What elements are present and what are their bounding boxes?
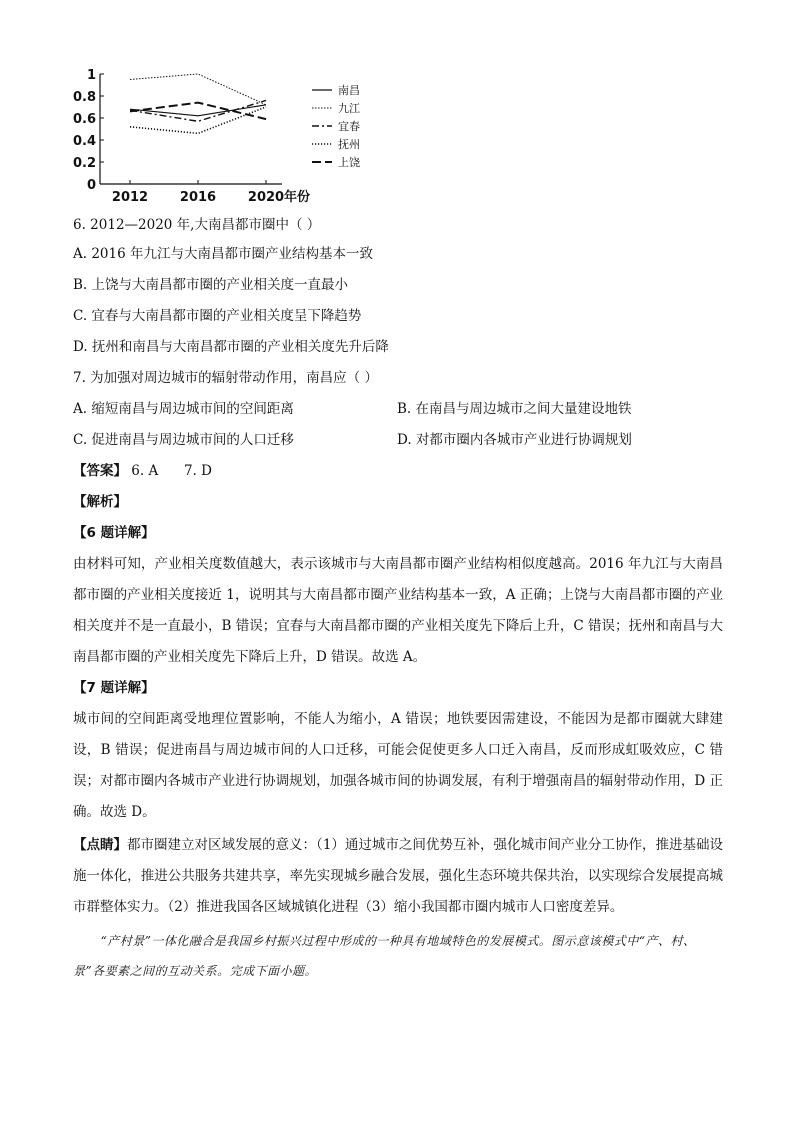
answer-line bbox=[73, 461, 212, 481]
q6-option-b: B. 上饶与大南昌都市圈的产业相关度一直最小 bbox=[73, 277, 349, 293]
answer-text: 6. A 7. D bbox=[131, 463, 212, 479]
y-tick-label: 0.4 bbox=[72, 134, 96, 149]
x-axis-label: 年份 bbox=[284, 190, 311, 205]
q7-option-c: C. 促进南昌与周边城市间的人口迁移 bbox=[73, 432, 294, 448]
legend-label-4: 上饶 bbox=[338, 156, 360, 169]
detail7-text: 城市间的空间距离受地理位置影响，不能人为缩小，A 错误；地铁要因需建设，不能因为是都市圈就大肆建设，B 错误；促进南昌与周边城市间的人口迁移，可能会促使更多人口迁入南昌，反而形成虹吸效应，C 错误；对都市圈内各城市产业进行协调规划，加强各城市间的协调发展，有利于增强南昌的辐射带动作用，D 正确。故选 D。 bbox=[73, 711, 723, 820]
x-tick-label: 2016 bbox=[179, 190, 217, 205]
y-tick-label: 0.8 bbox=[72, 90, 96, 105]
q7-option-b: B. 在南昌与周边城市之间大量建设地铁 bbox=[397, 401, 632, 417]
x-tick-label: 2020 bbox=[247, 190, 285, 205]
q7-option-d: D. 对都市圈内各城市产业进行协调规划 bbox=[397, 432, 632, 448]
legend-label-1: 九江 bbox=[338, 102, 360, 115]
chart-svg bbox=[70, 62, 370, 212]
q7-option-a: A. 缩短南昌与周边城市间的空间距离 bbox=[73, 401, 294, 417]
y-tick-label: 0 bbox=[86, 178, 96, 193]
q6-option-d: D. 抚州和南昌与大南昌都市圈的产业相关度先升后降 bbox=[73, 339, 389, 355]
series-line-1 bbox=[130, 74, 266, 105]
legend-label-0: 南昌 bbox=[338, 84, 360, 97]
detail6-tag: 【6 题详解】 bbox=[73, 525, 155, 541]
q6-option-a: A. 2016 年九江与大南昌都市圈产业结构基本一致 bbox=[73, 246, 373, 262]
analysis-tag: 【解析】 bbox=[73, 494, 127, 510]
comment-tag: 【点睛】 bbox=[73, 837, 128, 853]
comment-text: 都市圈建立对区域发展的意义：（1）通过城市之间优势互补，强化城市间产业分工协作，推进基础设施一体化，推进公共服务共建共享，率先实现城乡融合发展，强化生态环境共保共治，以实现综合发展提高城市群整体实力。（2）推进我国各区域城镇化进程（3）缩小我国都市圈内城市人口密度差异。 bbox=[73, 837, 723, 915]
q6-stem: 6. 2012—2020 年,大南昌都市圈中（ ） bbox=[73, 217, 321, 233]
detail7-tag: 【7 题详解】 bbox=[73, 680, 155, 696]
y-tick-label: 0.6 bbox=[72, 112, 96, 127]
q6-option-c: C. 宜春与大南昌都市圈的产业相关度呈下降趋势 bbox=[73, 308, 362, 324]
comment-block bbox=[73, 830, 723, 923]
industry-correlation-chart bbox=[70, 62, 370, 212]
legend-label-3: 抚州 bbox=[338, 138, 360, 151]
next-question-material: “产村景”一体化融合是我国乡村振兴过程中形成的一种具有地域特色的发展模式。图示意该模式中“产、村、景”各要素之间的互动关系。完成下面小题。 bbox=[73, 934, 696, 978]
y-tick-label: 1 bbox=[86, 68, 96, 83]
legend-label-2: 宜春 bbox=[338, 120, 360, 133]
detail6-text: 由材料可知，产业相关度数值越大，表示该城市与大南昌都市圈产业结构相似度越高。2016 年九江与大南昌都市圈的产业相关度接近 1，说明其与大南昌都市圈产业结构基本一致，A 正确；上饶与大南昌都市圈的产业相关度并不是一直最小，B 错误；宜春与大南昌都市圈的产业相关度先下降后上升，C 错误；抚州和南昌与大南昌都市圈的产业相关度先下降后上升，D 错误。故选 A。 bbox=[73, 556, 723, 665]
y-tick-label: 0.2 bbox=[72, 156, 96, 171]
answer-tag: 【答案】 bbox=[73, 463, 127, 479]
x-tick-label: 2012 bbox=[111, 190, 149, 205]
q7-stem: 7. 为加强对周边城市的辐射带动作用，南昌应（ ） bbox=[73, 370, 378, 386]
